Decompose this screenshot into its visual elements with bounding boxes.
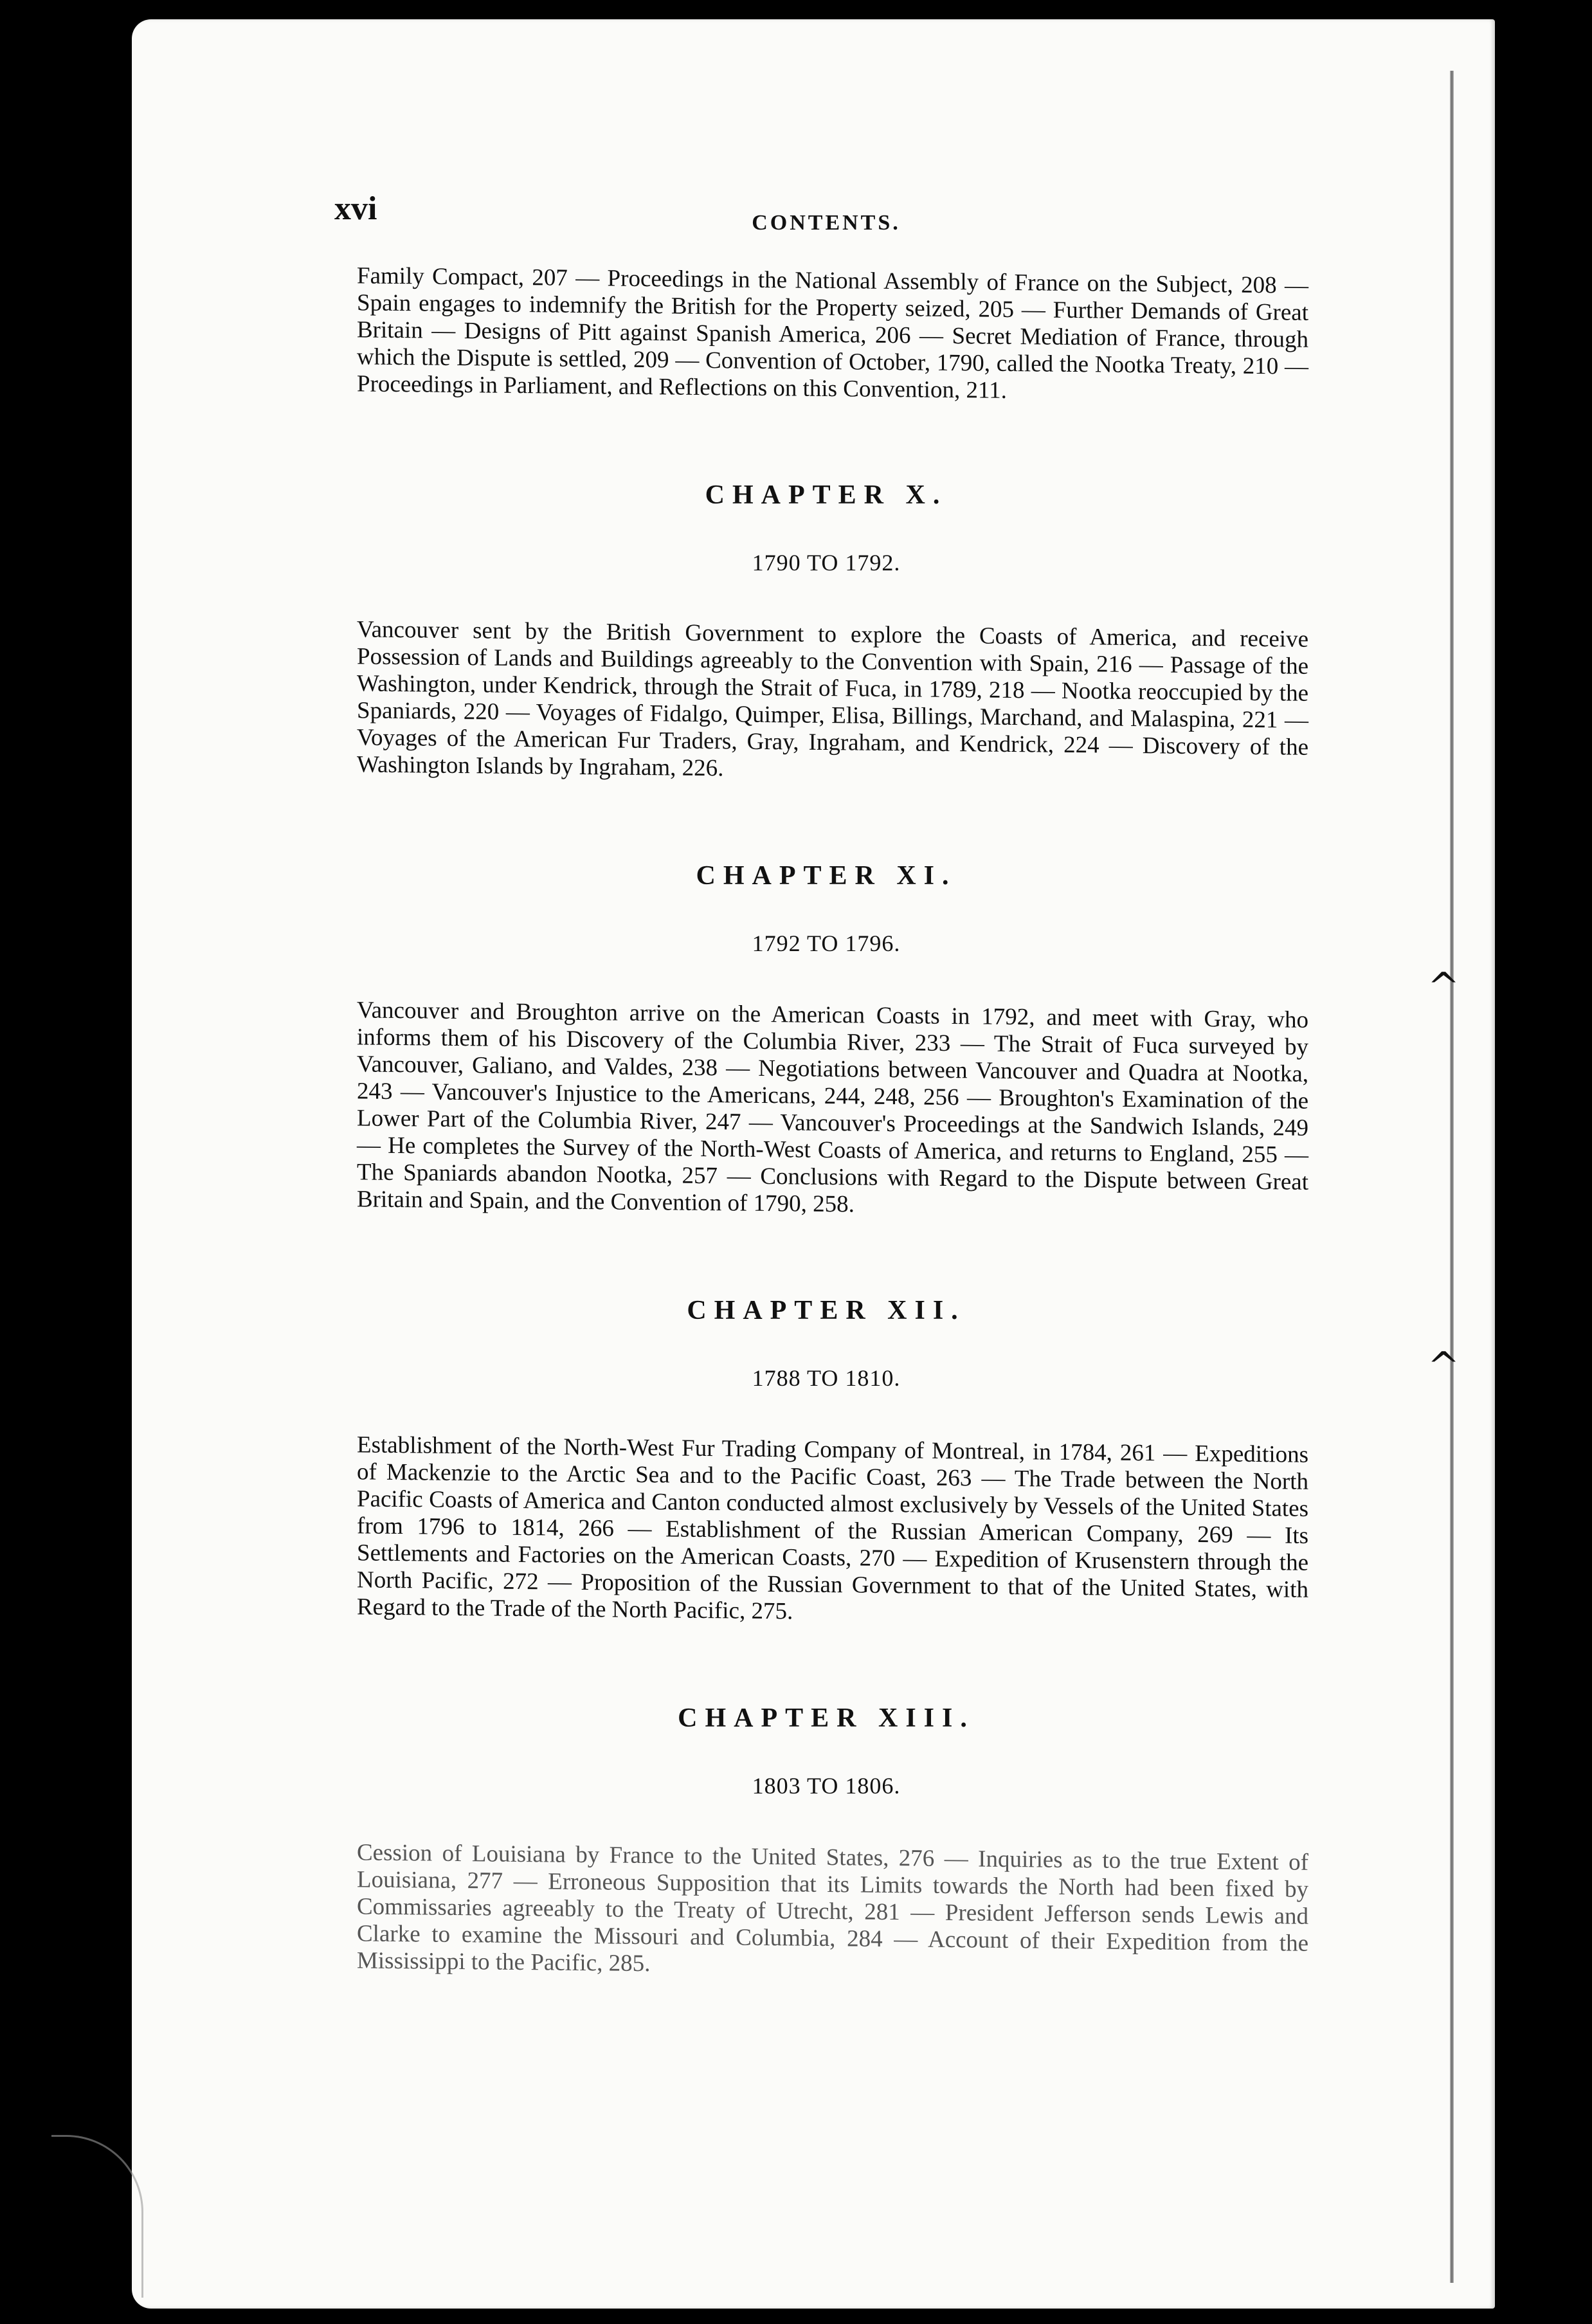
chapter-summary: Establishment of the North-West Fur Trading Company of Montreal, in 1784, 261 — Expeditions of Mackenzie to the Arctic Sea and to the Pacific Coast, 263 — The Trade between the North Pacific Coasts of America and Canton conducted almost exclusively by Vessels of the United States from 1796 to 1814, 266 — Establishment of the Russian American Company, 269 — Its Settlements and Factories on the American Coasts, 270 — Expedition of Krusenstern through the North Pacific, 272 — Proposition of the Russian Government to that of the United States, with Regard to the Trade of the North Pacific, 275. (357, 1431, 1308, 1625)
chapter-years: 1792 TO 1796. (752, 931, 901, 956)
chapter-section (344, 1295, 1308, 1626)
chapter-summary: Vancouver sent by the British Government to explore the Coasts of America, and receive Possession of Lands and Buildings agreeably to the Convention with Spain, 216 — Passage of the Washington, under Kendrick, through the Strait of Fuca, in 1789, 218 — Nootka reoccupied by the Spaniards, 220 — Voyages of Fidalgo, Quimper, Elisa, Billings, Marchand, and Malaspina, 221 — Voyages of the American Fur Traders, Gray, Ingraham, and Kendrick, 224 — Discovery of the Washington Islands by Ingraham, 226. (357, 616, 1308, 782)
chapter-years: 1790 TO 1792. (752, 550, 901, 576)
chapter-title: CHAPTER X. (705, 480, 948, 510)
chapter-section (344, 1703, 1308, 1979)
chapter-title: CHAPTER XI. (696, 861, 957, 891)
page-number: xvi (334, 190, 377, 227)
gutter-notch-mark: ^ (1427, 1344, 1460, 1389)
chapter-title: CHAPTER XII. (687, 1296, 966, 1325)
chapter-summary: Cession of Louisiana by France to the United States, 276 — Inquiries as to the true Extent of Louisiana, 277 — Erroneous Supposition that its Limits towards the North had been fixed by Commissaries agreeably to the Treaty of Utrecht, 281 — President Jefferson sends Lewis and Clarke to examine the Missouri and Columbia, 284 — Account of their Expedition from the Mississippi to the Pacific, 285. (357, 1839, 1308, 1977)
page-corner-fold (51, 2135, 143, 2298)
chapter-years: 1788 TO 1810. (752, 1365, 901, 1391)
intro-paragraph: Family Compact, 207 — Proceedings in the National Assembly of France on the Subject, 208 — Spain engages to indemnify the British for the Property seized, 205 — Further Demands of Great Britain — Designs of Pitt against Spanish America, 206 — Secret Mediation of France, through which the Dispute is settled, 209 — Convention of October, 1790, called the Nootka Treaty, 210 — Proceedings in Parliament, and Reflections on this Convention, 211. (357, 262, 1308, 404)
running-head: CONTENTS. (752, 211, 901, 235)
gutter-notch-mark: ^ (1427, 965, 1460, 1010)
chapter-years: 1803 TO 1806. (752, 1773, 901, 1799)
chapter-section (344, 860, 1308, 1218)
page-gutter (1450, 71, 1454, 2283)
contents-body (344, 186, 1308, 1979)
chapter-section (344, 480, 1308, 783)
chapter-title: CHAPTER XIII. (678, 1703, 975, 1733)
chapter-summary: Vancouver and Broughton arrive on the American Coasts in 1792, and meet with Gray, who informs them of his Discovery of the Columbia River, 233 — The Strait of Fuca surveyed by Vancouver, Galiano, and Valdes, 238 — Negotiations between Vancouver and Quadra at Nootka, 243 — Vancouver's Injustice to the Americans, 244, 248, 256 — Broughton's Examination of the Lower Part of the Columbia River, 247 — Vancouver's Proceedings at the Sandwich Islands, 249 — He completes the Survey of the North-West Coasts of America, and returns to England, 255 — The Spaniards abandon Nootka, 257 — Conclusions with Regard to the Dispute between Great Britain and Spain, and the Convention of 1790, 258. (357, 997, 1308, 1218)
